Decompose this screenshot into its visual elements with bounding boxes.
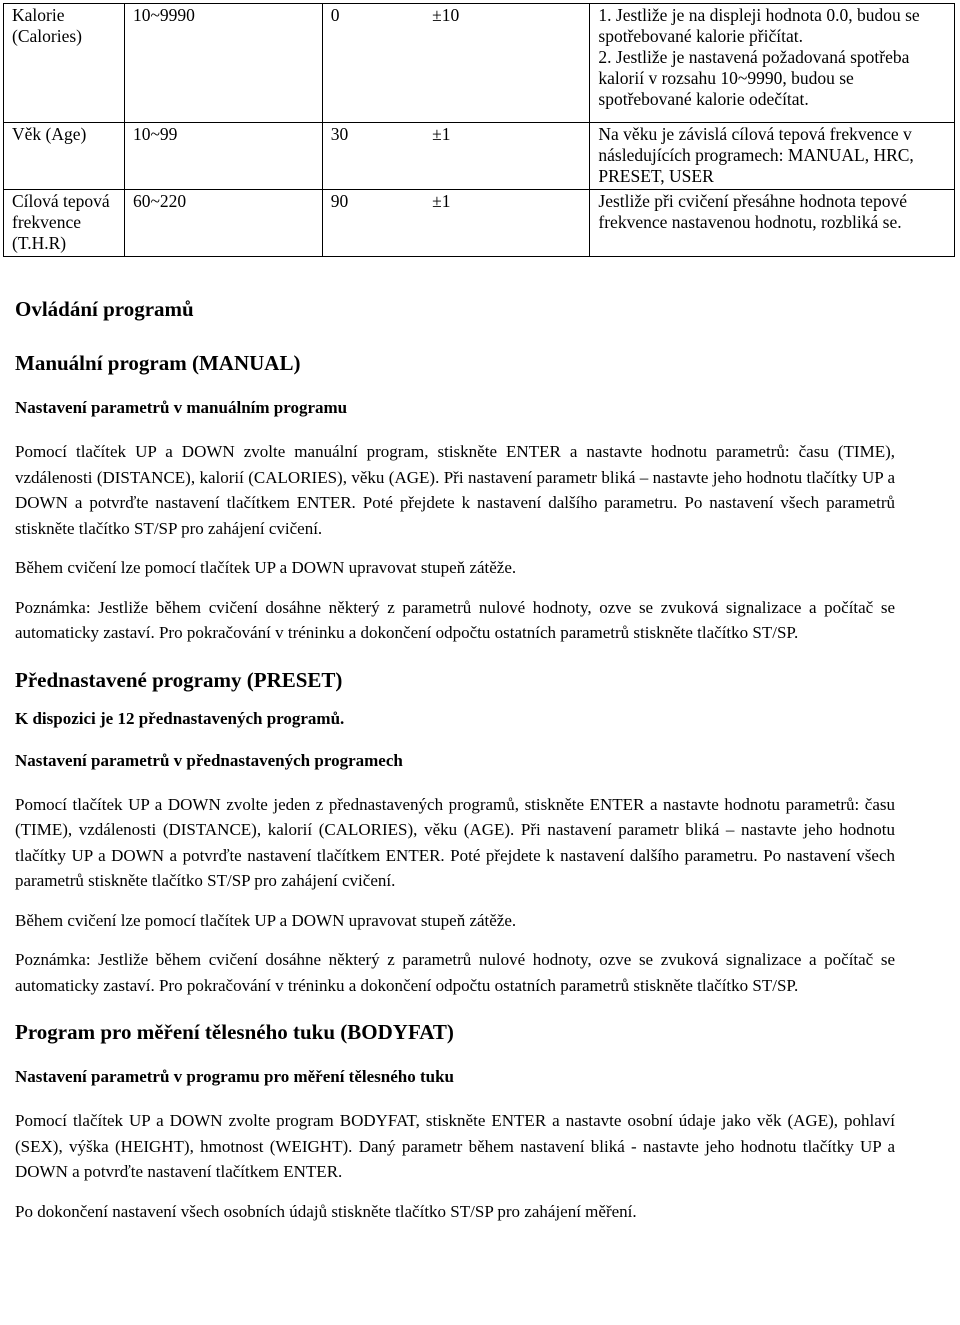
param-default-cell xyxy=(322,123,424,190)
preset-paragraph-3: Poznámka: Jestliže během cvičení dosáhne některý z parametrů nulové hodnoty, ozve se zvuková signalizace a počítač se automaticky zastaví. Pro pokračování v tréninku a dokončení odpočtu ostatních parametrů stiskněte tlačítko ST/SP. xyxy=(15,950,895,995)
preset-title: Přednastavené programy (PRESET) xyxy=(15,667,343,692)
param-note-cell xyxy=(590,190,955,257)
parameter-table xyxy=(3,3,955,257)
manual-title: Manuální program (MANUAL) xyxy=(15,351,301,375)
manual-paragraph-3: Poznámka: Jestliže během cvičení dosáhne některý z parametrů nulové hodnoty, ozve se zvuková signalizace a počítač se automaticky zastaví. Pro pokračování v tréninku a dokončení odpočtu ostatních parametrů stiskněte tlačítko ST/SP. xyxy=(15,597,895,642)
table-row xyxy=(4,123,955,190)
param-note-cell xyxy=(590,123,955,190)
param-step-cell xyxy=(424,123,590,190)
param-range-cell xyxy=(124,4,322,123)
table-row xyxy=(4,190,955,257)
param-default: 30 xyxy=(330,124,349,144)
param-note: Na věku je závislá cílová tepová frekvence v následujících programech: MANUAL, HRC, PRESET, USER xyxy=(598,124,914,186)
preset-paragraph-2: Během cvičení lze pomocí tlačítek UP a DOWN upravovat stupeň zátěže. xyxy=(15,910,517,930)
preset-lead: K dispozici je 12 přednastavených programů. xyxy=(15,708,345,728)
param-default: 90 xyxy=(330,191,349,211)
bodyfat-title: Program pro měření tělesného tuku (BODYFAT) xyxy=(15,1020,454,1044)
param-default-cell xyxy=(322,190,424,257)
preset-paragraph-1: Pomocí tlačítek UP a DOWN zvolte jeden z přednastavených programů, stiskněte ENTER a nastavte hodnotu parametrů: času (TIME), vzdálenosti (DISTANCE), kalorií (CALORIES), věku (AGE). Při nastavení parametr bliká – nastavte jeho hodnotu tlačítky UP a DOWN a potvrďte nastavení tlačítkem ENTER. Poté přejdete k nastavení dalšího parametru. Po nastavení všech parametrů stiskněte tlačítko ST/SP pro zahájení cvičení. xyxy=(15,794,895,890)
param-name: Cílová tepová frekvence (T.H.R) xyxy=(12,191,110,253)
param-range: 60~220 xyxy=(132,191,187,211)
param-name-cell xyxy=(4,4,125,123)
param-name-cell xyxy=(4,123,125,190)
manual-paragraph-1: Pomocí tlačítek UP a DOWN zvolte manuální program, stiskněte ENTER a nastavte hodnotu parametrů: času (TIME), vzdálenosti (DISTANCE), kalorií (CALORIES), věku (AGE). Při nastavení parametr bliká – nastavte jeho hodnotu tlačítky UP a DOWN a potvrďte nastavení tlačítkem ENTER. Poté přejdete k nastavení dalšího parametru. Po nastavení všech parametrů stiskněte tlačítko ST/SP pro zahájení cvičení. xyxy=(15,442,895,538)
param-step: ±10 xyxy=(432,5,460,25)
param-step-cell xyxy=(424,190,590,257)
param-range-cell xyxy=(124,123,322,190)
param-step: ±1 xyxy=(432,191,451,211)
param-range: 10~9990 xyxy=(132,5,195,25)
table-row xyxy=(4,4,955,123)
param-note-cell xyxy=(590,4,955,123)
document-body xyxy=(15,295,895,1224)
param-note: 1. Jestliže je na displeji hodnota 0.0, budou se spotřebované kalorie přičítat. 2. Jestliže je nastavená požadovaná spotřeba kalorií v rozsahu 10~9990, budou se spotřebované kalorie odečítat. xyxy=(598,5,920,109)
bodyfat-paragraph-2: Po dokončení nastavení všech osobních údajů stiskněte tlačítko ST/SP pro zahájení měření. xyxy=(15,1201,637,1221)
manual-subtitle: Nastavení parametrů v manuálním programu xyxy=(15,398,348,417)
parameter-table-wrapper xyxy=(3,3,955,257)
param-range-cell xyxy=(124,190,322,257)
param-name-cell xyxy=(4,190,125,257)
param-name: Kalorie (Calories) xyxy=(12,5,82,46)
main-heading: Ovládání programů xyxy=(15,297,194,321)
bodyfat-paragraph-1: Pomocí tlačítek UP a DOWN zvolte program BODYFAT, stiskněte ENTER a nastavte osobní údaje jako věk (AGE), pohlaví (SEX), výška (HEIGHT), hmotnost (WEIGHT). Daný parametr během nastavení bliká - nastavte jeho hodnotu tlačítky UP a DOWN a potvrďte nastavení tlačítkem ENTER. xyxy=(15,1111,895,1181)
param-default: 0 xyxy=(330,5,340,25)
param-step-cell xyxy=(424,4,590,123)
param-default-cell xyxy=(322,4,424,123)
param-note: Jestliže při cvičení přesáhne hodnota tepové frekvence nastavenou hodnotu, rozbliká se. xyxy=(598,191,907,232)
manual-paragraph-2: Během cvičení lze pomocí tlačítek UP a DOWN upravovat stupeň zátěže. xyxy=(15,558,517,577)
bodyfat-subtitle: Nastavení parametrů v programu pro měření tělesného tuku xyxy=(15,1067,454,1086)
param-range: 10~99 xyxy=(132,124,178,144)
param-name: Věk (Age) xyxy=(12,124,87,144)
preset-subtitle: Nastavení parametrů v přednastavených programech xyxy=(15,750,403,770)
param-step: ±1 xyxy=(432,124,451,144)
